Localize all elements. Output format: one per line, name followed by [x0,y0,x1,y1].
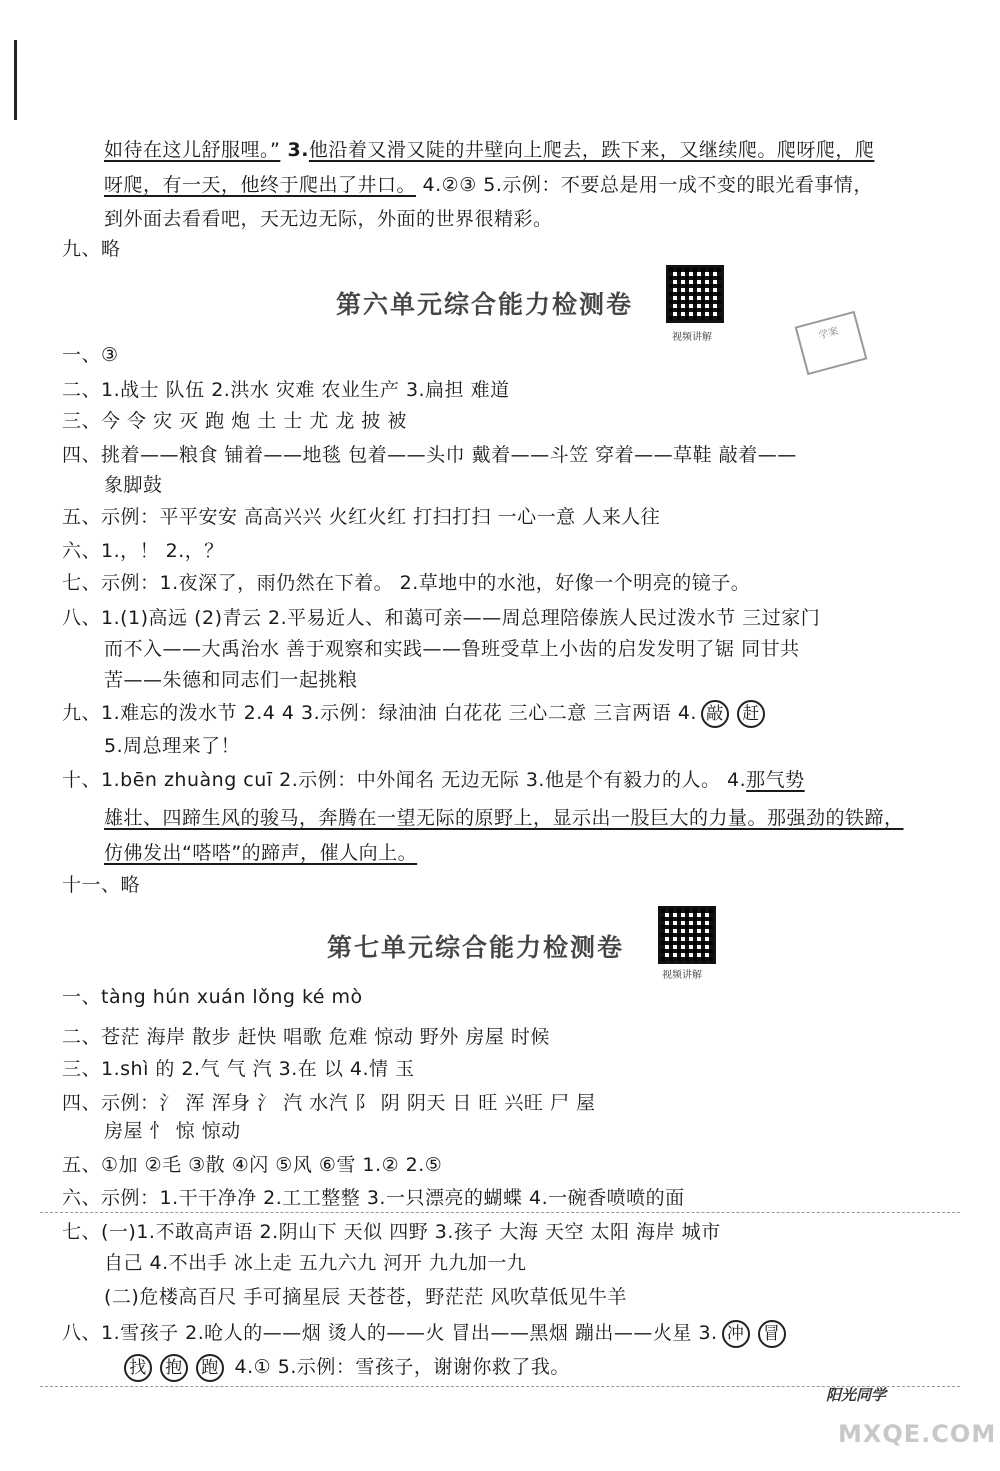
answer-line: 自己 4.不出手 冰上走 五九六九 河开 九九加一九 [104,1252,527,1274]
circled-char: 跑 [196,1354,224,1382]
section-title: 第六单元综合能力检测卷 [336,290,634,319]
answer-line: 二、1.战士 队伍 2.洪水 灾难 农业生产 3.扁担 难道 [62,379,510,401]
answer-line [62,765,805,792]
answer-line: 七、(一)1.不敢高声语 2.阴山下 天似 四野 3.孩子 大海 天空 太阳 海岸 城市 [62,1221,721,1243]
answer-line: 二、苍茫 海岸 散步 赶快 唱歌 危难 惊动 野外 房屋 时候 [62,1026,550,1048]
answer-line: 而不入——大禹治水 善于观察和实践——鲁班受草上小齿的启发发明了锯 同甘共 [104,638,800,660]
answer-line [120,1352,570,1382]
answer-text: 如待在这儿舒服哩。” [104,139,281,161]
answer-line: 八、1.(1)高远 (2)青云 2.平易近人、和蔼可亲——周总理陪傣族人民过泼水节 三过家门 [62,607,821,629]
stamp-icon: 学案 [795,311,868,375]
answer-line [62,1318,790,1348]
answer-text: 雄壮、四蹄生风的骏马，奔腾在一望无际的原野上，显示出一股巨大的力量。那强劲的铁蹄， [104,807,904,829]
answer-line: 房屋 忄 惊 惊动 [104,1120,241,1142]
answer-line: 六、1.，！ 2.，？ [62,540,224,562]
answer-number: 3. [280,139,309,161]
circled-char: 冒 [758,1320,786,1348]
answer-line: 四、挑着——粮食 铺着——地毯 包着——头巾 戴着——斗笠 穿着——草鞋 敲着—— [62,444,797,466]
answer-line: 三、今 令 灾 灭 跑 炮 土 士 尤 龙 披 被 [62,410,407,432]
answer-text: 4.① 5.示例：雪孩子，谢谢你救了我。 [234,1356,570,1378]
answer-line [104,838,417,865]
section-title: 第七单元综合能力检测卷 [327,933,625,962]
answer-line: (二)危楼高百尺 手可摘星辰 天苍苍，野茫茫 风吹草低见牛羊 [104,1286,627,1308]
circled-char: 敲 [701,700,729,728]
circled-char: 找 [124,1354,152,1382]
answer-line [104,803,904,830]
answer-text: 4.②③ 5.示例：不要总是用一成不变的眼光看事情， [416,174,873,196]
answer-line: 七、示例：1.夜深了，雨仍然在下着。 2.草地中的水池，好像一个明亮的镜子。 [62,572,751,594]
margin-bar [14,40,17,120]
answer-line: 象脚鼓 [104,474,163,496]
answer-line [104,170,873,197]
qr-code-icon[interactable] [666,265,724,323]
answer-line: 到外面去看看吧，天无边无际，外面的世界很精彩。 [104,208,553,230]
answer-text: 他沿着又滑又陡的井壁向上爬去，跌下来，又继续爬。爬呀爬，爬 [308,139,875,161]
qr-label: 视频讲解 [662,970,702,981]
answer-line: 六、示例：1.干干净净 2.工工整整 3.一只漂亮的蝴蝶 4.一碗香喷喷的面 [62,1187,685,1209]
answer-line [62,698,769,728]
answer-line: 一、tàng hún xuán lǒng ké mò [62,986,363,1008]
answer-line: 五、示例：平平安安 高高兴兴 火红火红 打扫打扫 一心一意 人来人往 [62,506,661,528]
answer-line: 苦——朱德和同志们一起挑粮 [104,669,358,691]
circled-char: 抱 [160,1354,188,1382]
answer-text: 十、1.bēn zhuàng cuī 2.示例：中外闻名 无边无际 3.他是个有毅力的人。 4. [62,769,747,791]
answer-text: 八、1.雪孩子 2.呛人的——烟 烫人的——火 冒出——黑烟 蹦出——火星 3. [62,1322,718,1344]
qr-label: 视频讲解 [672,332,712,343]
divider [40,1386,960,1388]
answer-text: 九、1.难忘的泼水节 2.4 4 3.示例：绿油油 白花花 三心二意 三言两语 4. [62,702,697,724]
answer-text: 仿佛发出“嗒嗒”的蹄声，催人向上。 [104,842,418,864]
answer-line: 十一、略 [62,874,141,896]
answer-text: 呀爬，有一天，他终于爬出了井口。 [104,174,417,196]
answer-line: 一、③ [62,344,119,366]
answer-line [104,135,874,162]
brand-logo: 阳光同学 [826,1386,887,1404]
circled-char: 赶 [737,700,765,728]
circled-char: 冲 [722,1320,750,1348]
watermark: MXQE.COM [838,1420,997,1448]
answer-line: 九、略 [62,238,121,260]
answer-line: 四、示例：氵 浑 浑身 氵 汽 水汽 阝 阴 阴天 日 旺 兴旺 尸 屋 [62,1092,596,1114]
answer-line: 五、①加 ②毛 ③散 ④闪 ⑤风 ⑥雪 1.② 2.⑤ [62,1154,443,1176]
answer-text: 那气势 [746,769,805,791]
answer-line: 5.周总理来了！ [104,735,241,757]
qr-code-icon[interactable] [658,906,716,964]
divider [40,1212,960,1214]
answer-line: 三、1.shì 的 2.气 气 汽 3.在 以 4.情 玉 [62,1058,415,1080]
